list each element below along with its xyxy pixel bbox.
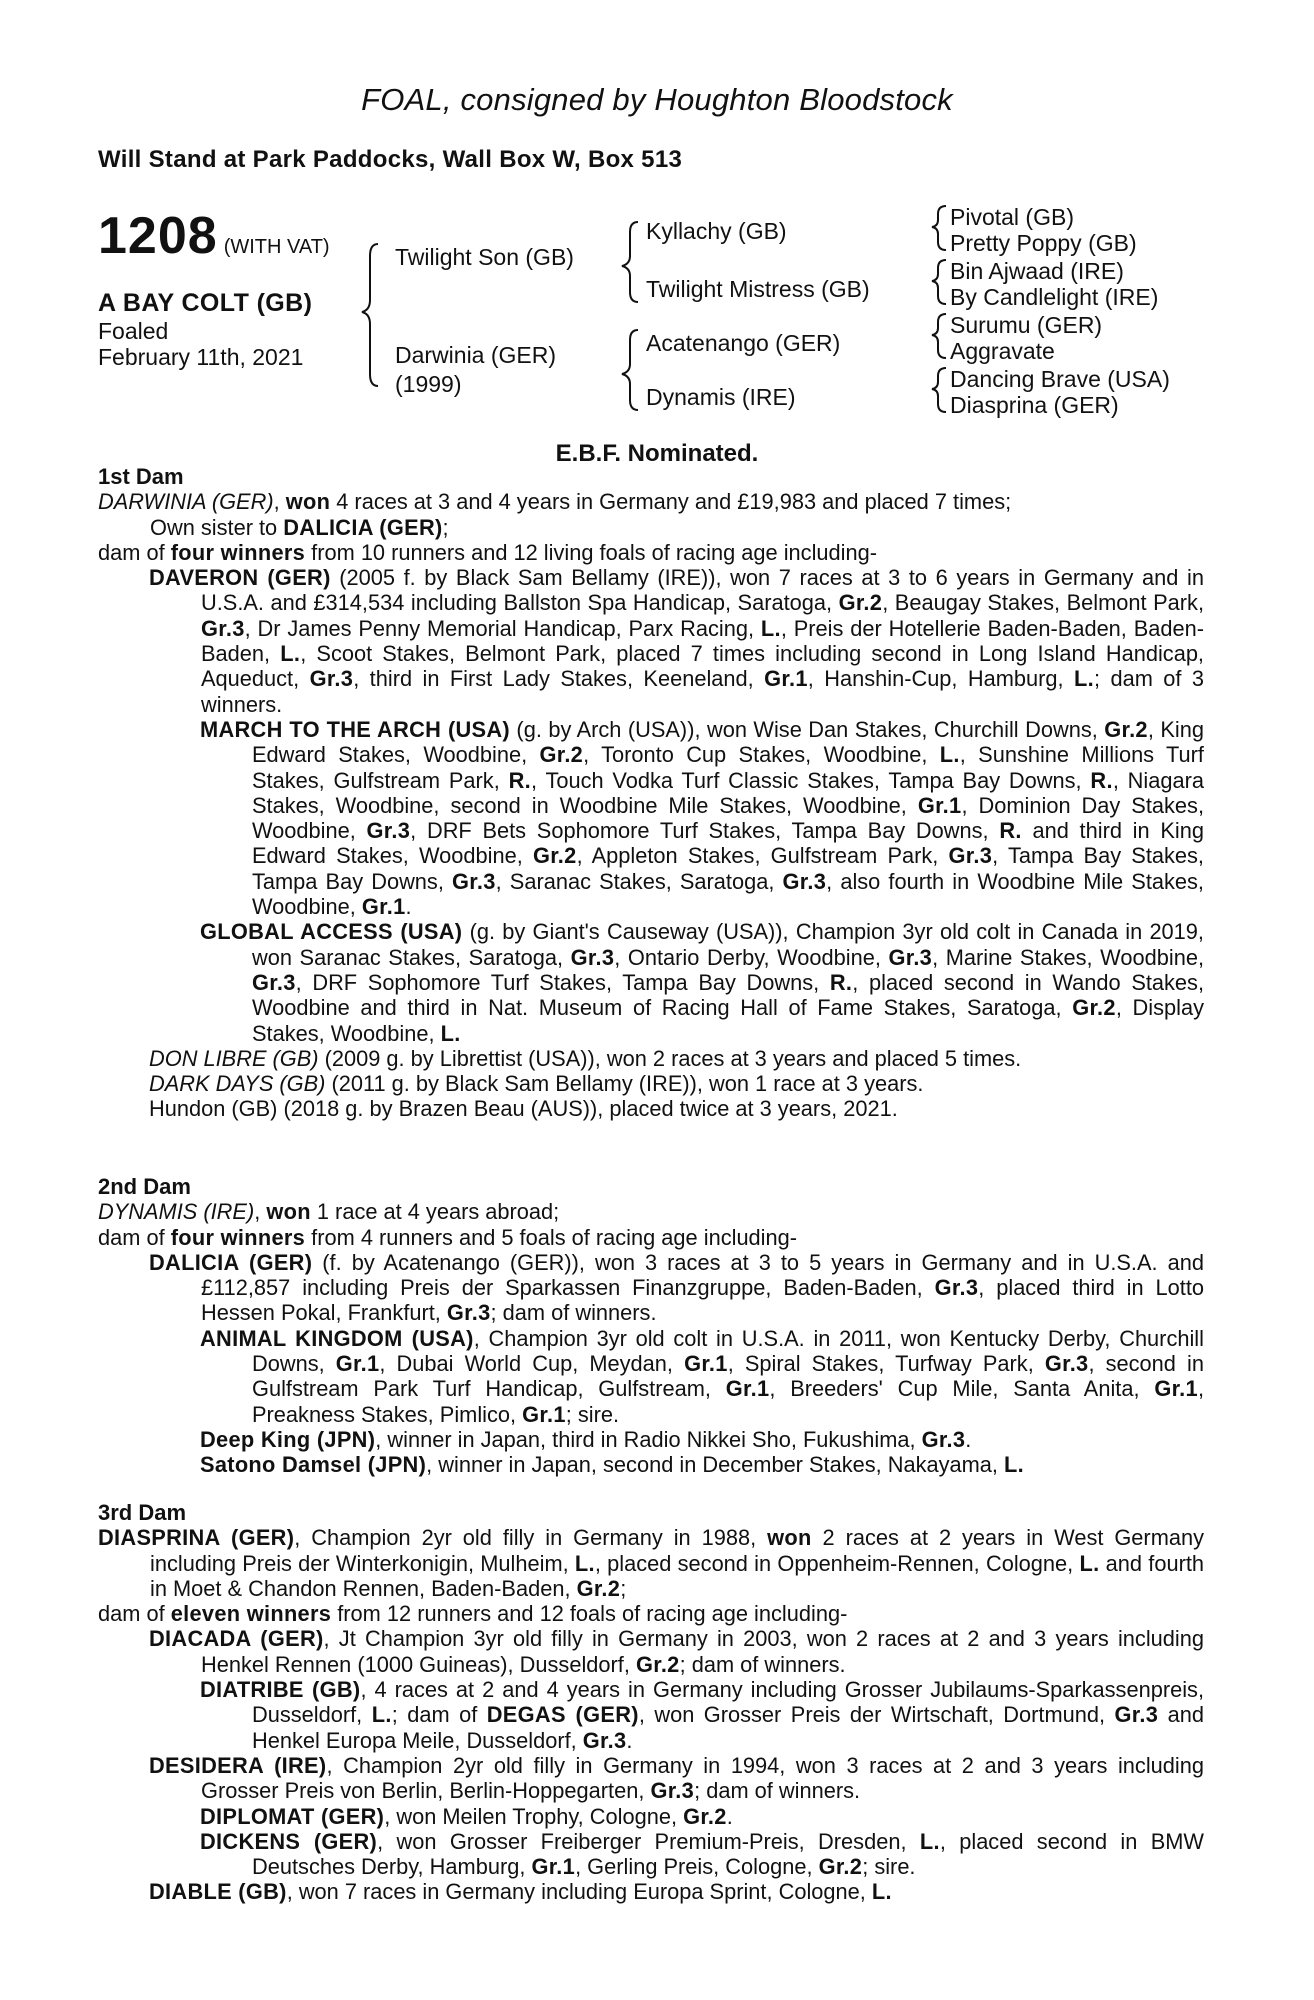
won-word: won xyxy=(285,489,331,515)
dickens-entry: DICKENS (GER), won Grosser Freiberger Premium-Preis, Dresden, L., placed second in BMW Deutsches Derby, Hamburg, Gr.1, Gerling Preis, Cologne, Gr.2; sire. xyxy=(200,1828,1204,1880)
dark-days-entry: DARK DAYS (GB) (2011 g. by Black Sam Bellamy (IRE)), won 1 race at 3 years. xyxy=(149,1071,924,1097)
pedigree-sire-dam: Twilight Mistress (GB) xyxy=(646,276,870,302)
dam-of-rest: from 12 runners and 12 foals of racing age including- xyxy=(331,1601,848,1627)
first-dam-intro: DARWINIA (GER), won 4 races at 3 and 4 years in Germany and £19,983 and placed 7 times; xyxy=(98,489,1012,515)
horse-name: A BAY COLT (GB) xyxy=(98,289,313,317)
dam-of-prefix: dam of xyxy=(98,539,171,565)
vat-note: (WITH VAT) xyxy=(223,236,330,258)
third-dam-intro: DIASPRINA (GER), Champion 2yr old filly in Germany in 1988, won 2 races at 2 years in West Germany including Preis der Winterkonigin, Mulheim, L., placed second in Oppenheim-Rennen, Cologne, L. and fourth in Moet & Chandon Rennen, Baden-Baden, Gr.2; xyxy=(98,1525,1205,1601)
march-to-the-arch-entry: MARCH TO THE ARCH (USA) (g. by Arch (USA)), won Wise Dan Stakes, Churchill Downs, Gr.2, King Edward Stakes, Woodbine, Gr.2, Toronto Cup Stakes, Woodbine, L., Sunshine Millions Turf Stakes, Gulfstream Park, R., Touch Vodka Turf Classic Stakes, Tampa Bay Downs, R., Niagara Stakes, Woodbine, second in Woodbine Mile Stakes, Woodbine, Gr.1, Dominion Day Stakes, Woodbine, Gr.3, DRF Bets Sophomore Turf Stakes, Tampa Bay Downs, R. and third in King Edward Stakes, Woodbine, Gr.2, Appleton Stakes, Gulfstream Park, Gr.3, Tampa Bay Stakes, Tampa Bay Downs, Gr.3, Saranac Stakes, Saratoga, Gr.3, also fourth in Woodbine Mile Stakes, Woodbine, Gr.1. xyxy=(200,716,1205,920)
first-dam-section xyxy=(98,464,1204,1122)
pedigree-dam-year: (1999) xyxy=(395,371,462,397)
dam-of-rest: from 4 runners and 5 foals of racing age including- xyxy=(305,1224,798,1250)
desidera-entry: DESIDERA (IRE), Champion 2yr old filly in Germany in 1994, won 3 races at 2 and 3 years including Grosser Preis von Berlin, Berlin-Hoppegarten, Gr.3; dam of winners. xyxy=(149,1752,1204,1804)
diplomat-entry: DIPLOMAT (GER), won Meilen Trophy, Cologne, Gr.2. xyxy=(200,1803,733,1829)
pedigree-g2: Pretty Poppy (GB) xyxy=(950,230,1137,256)
deep-king-entry: Deep King (JPN), winner in Japan, third in Radio Nikkei Sho, Fukushima, Gr.3. xyxy=(200,1426,972,1452)
second-dam-intro: DYNAMIS (IRE), won 1 race at 4 years abroad; xyxy=(98,1199,560,1225)
pedigree-g6: Aggravate xyxy=(950,338,1055,364)
second-dam-section xyxy=(98,1174,1204,1478)
hundon-entry: Hundon (GB) (2018 g. by Brazen Beau (AUS)), placed twice at 3 years, 2021. xyxy=(149,1096,898,1122)
dalicia-entry: DALICIA (GER) (f. by Acatenango (GER)), won 3 races at 3 to 5 years in Germany and in U.S.A. and £112,857 including Preis der Sparkassen Finanzgruppe, Baden-Baden, Gr.3, placed third in Lotto Hessen Pokal, Frankfurt, Gr.3; dam of winners. xyxy=(149,1249,1205,1326)
first-dam-record: 4 races at 3 and 4 years in Germany and £19,983 and placed 7 times; xyxy=(330,489,1012,515)
first-dam-heading: 1st Dam xyxy=(98,464,184,489)
lot-heading xyxy=(98,206,330,266)
pedigree-g1: Pivotal (GB) xyxy=(950,204,1074,230)
pedigree-g5: Surumu (GER) xyxy=(950,312,1103,338)
second-dam-produce-line xyxy=(98,1225,1204,1250)
pedigree-dam: Darwinia (GER) xyxy=(395,342,557,368)
winners-count: four winners xyxy=(170,539,306,565)
pedigree-g7: Dancing Brave (USA) xyxy=(950,366,1170,392)
first-dam-produce-line xyxy=(98,540,1204,565)
global-access-entry: GLOBAL ACCESS (USA) (g. by Giant's Causeway (USA)), Champion 3yr old colt in Canada in 2019, won Saranac Stakes, Saratoga, Gr.3, Ontario Derby, Woodbine, Gr.3, Marine Stakes, Woodbine, Gr.3, DRF Sophomore Turf Stakes, Tampa Bay Downs, R., placed second in Wando Stakes, Woodbine and third in Nat. Museum of Racing Hall of Fame Stakes, Saratoga, Gr.2, Display Stakes, Woodbine, L. xyxy=(200,919,1205,1046)
consignment-line: FOAL, consigned by Houghton Bloodstock xyxy=(361,82,953,117)
ebf-nominated: E.B.F. Nominated. xyxy=(555,440,759,467)
animal-kingdom-entry: ANIMAL KINGDOM (USA), Champion 3yr old colt in U.S.A. in 2011, won Kentucky Derby, Churchill Downs, Gr.1, Dubai World Cup, Meydan, Gr.1, Spiral Stakes, Turfway Park, Gr.3, second in Gulfstream Park Turf Handicap, Gulfstream, Gr.1, Breeders' Cup Mile, Santa Anita, Gr.1, Preakness Stakes, Pimlico, Gr.1; sire. xyxy=(200,1325,1205,1427)
dam-of-prefix: dam of xyxy=(98,1224,171,1250)
satono-damsel-entry: Satono Damsel (JPN), winner in Japan, second in December Stakes, Nakayama, L. xyxy=(200,1452,1025,1478)
foaled-date: February 11th, 2021 xyxy=(98,344,304,370)
own-sister-line xyxy=(98,515,1204,540)
second-dam-heading: 2nd Dam xyxy=(98,1174,191,1199)
own-sister-name: DALICIA (GER) xyxy=(283,514,443,540)
winners-count: four winners xyxy=(170,1224,306,1250)
don-libre-entry: DON LIBRE (GB) (2009 g. by Librettist (USA)), won 2 races at 3 years and placed 5 times. xyxy=(149,1045,1022,1071)
third-dam-section xyxy=(98,1500,1204,1905)
second-dam-record: 1 race at 4 years abroad; xyxy=(310,1199,560,1225)
diacada-entry: DIACADA (GER), Jt Champion 3yr old filly in Germany in 2003, won 2 races at 2 and 3 years including Henkel Rennen (1000 Guineas), Dusseldorf, Gr.2; dam of winners. xyxy=(149,1626,1204,1677)
pedigree-g8: Diasprina (GER) xyxy=(950,392,1119,418)
winners-count: eleven winners xyxy=(170,1601,332,1627)
daveron-entry: DAVERON (GER) (2005 f. by Black Sam Bellamy (IRE)), won 7 races at 3 to 6 years in Germany and in U.S.A. and £314,534 including Ballston Spa Handicap, Saratoga, Gr.2, Beaugay Stakes, Belmont Park, Gr.3, Dr James Penny Memorial Handicap, Parx Racing, L., Preis der Hotellerie Baden-Baden, Baden-Baden, L., Scoot Stakes, Belmont Park, placed 7 times including second in Long Island Handicap, Aqueduct, Gr.3, third in First Lady Stakes, Keeneland, Gr.1, Hanshin-Cup, Hamburg, L.; dam of 3 winners. xyxy=(149,565,1204,717)
stand-location: Will Stand at Park Paddocks, Wall Box W, Box 513 xyxy=(98,146,683,173)
second-dam-name: DYNAMIS (IRE) xyxy=(98,1199,255,1225)
dam-of-prefix: dam of xyxy=(98,1601,171,1627)
won-word: won xyxy=(266,1199,311,1225)
pedigree-g3: Bin Ajwaad (IRE) xyxy=(950,258,1124,284)
pedigree-g4: By Candlelight (IRE) xyxy=(950,284,1159,310)
pedigree-dam-sire: Acatenango (GER) xyxy=(646,330,841,356)
dam-of-rest: from 10 runners and 12 living foals of racing age including- xyxy=(305,539,878,565)
first-dam-name: DARWINIA (GER) xyxy=(98,489,274,515)
lot-number: 1208 xyxy=(98,207,218,265)
diable-entry: DIABLE (GB), won 7 races in Germany including Europa Sprint, Cologne, L. xyxy=(149,1879,892,1905)
pedigree-sire: Twilight Son (GB) xyxy=(395,244,574,270)
third-dam-produce-line xyxy=(98,1601,1204,1626)
third-dam-heading: 3rd Dam xyxy=(98,1500,187,1525)
pedigree-dam-dam: Dynamis (IRE) xyxy=(646,384,796,410)
pedigree-sire-sire: Kyllachy (GB) xyxy=(646,218,787,244)
own-sister-prefix: Own sister to xyxy=(150,514,284,540)
foaled-label: Foaled xyxy=(98,318,169,344)
diatribe-entry: DIATRIBE (GB), 4 races at 2 and 4 years in Germany including Grosser Jubilaums-Sparkassenpreis, Dusseldorf, L.; dam of DEGAS (GER), won Grosser Preis der Wirtschaft, Dortmund, Gr.3 and Henkel Europa Meile, Dusseldorf, Gr.3. xyxy=(200,1677,1204,1753)
own-sister-suffix: ; xyxy=(442,514,449,540)
